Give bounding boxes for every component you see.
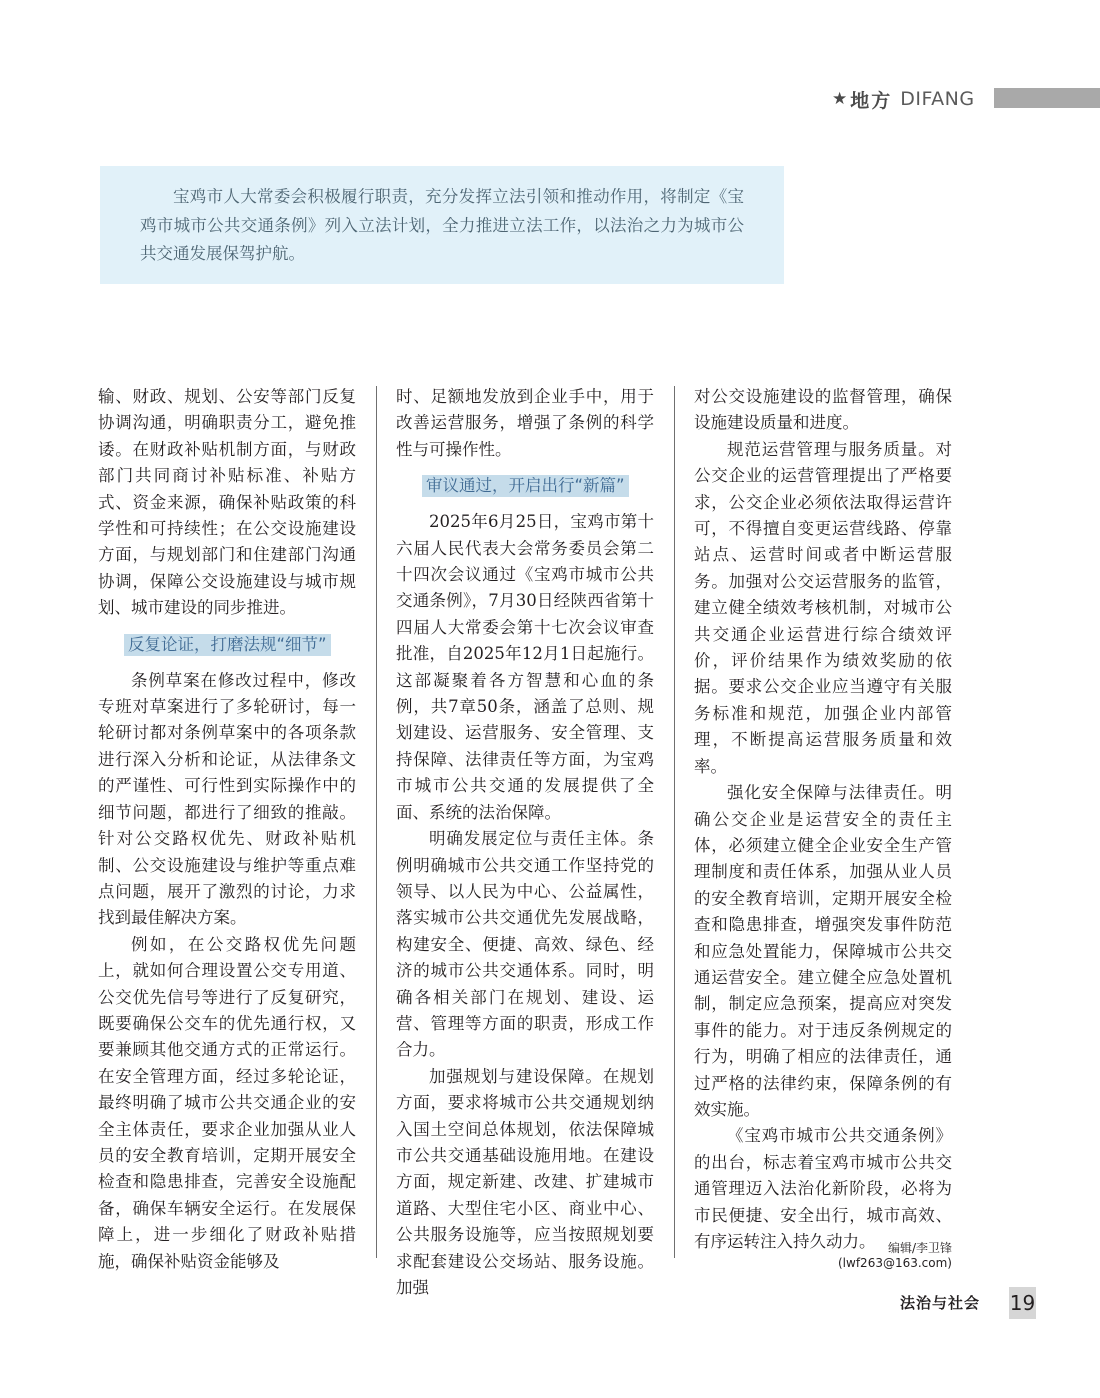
section-tag-bar	[994, 88, 1100, 108]
section-heading-text: 反复论证，打磨法规“细节”	[124, 634, 331, 656]
paragraph: 2025年6月25日，宝鸡市第十六届人民代表大会常务委员会第二十四次会议通过《宝鸡市城市公共交通条例》，7月30日经陕西省第十四届人大常委会第十七次会议审查批准，自2025年12月1日起施行。这部凝聚着各方智慧和心血的条例，共7章50条，涵盖了总则、规划建设、运营服务、安全管理、支持保障、法律责任等方面，为宝鸡市城市公共交通的发展提供了全面、系统的法治保障。	[396, 512, 654, 822]
paragraph: 对公交设施建设的监督管理，确保设施建设质量和进度。	[694, 387, 952, 433]
paragraph: 时、足额地发放到企业手中，用于改善运营服务，增强了条例的科学性与可操作性。	[396, 387, 654, 459]
page-number: 19	[1009, 1287, 1036, 1319]
column-divider	[376, 386, 377, 1258]
lead-text: 宝鸡市人大常委会积极履行职责，充分发挥立法引领和推动作用，将制定《宝鸡市城市公共交通条例》列入立法计划，全力推进立法工作，以法治之力为城市公共交通发展保驾护航。	[140, 187, 744, 263]
paragraph: 强化安全保障与法律责任。明确公交企业是运营安全的责任主体，必须建立健全企业安全生产管理制度和责任体系，加强从业人员的安全教育培训，定期开展安全检查和隐患排查，增强突发事件防范和应急处置能力，保障城市公共交通运营安全。建立健全应急处置机制，制定应急预案，提高应对突发事件的能力。对于违反条例规定的行为，明确了相应的法律责任，通过严格的法律约束，保障条例的有效实施。	[694, 783, 952, 1119]
paragraph: 规范运营管理与服务质量。对公交企业的运营管理提出了严格要求，公交企业必须依法取得运营许可，不得擅自变更运营线路、停靠站点、运营时间或者中断运营服务。加强对公交运营服务的监管，建立健全绩效考核机制，对城市公共交通企业运营进行综合绩效评价，评价结果作为绩效奖励的依据。要求公交企业应当遵守有关服务标准和规范，加强企业内部管理，不断提高运营服务质量和效率。	[694, 439, 952, 776]
star-icon: ★	[832, 89, 848, 109]
editor-credit: 编辑/李卫锋(lwf263@163.com)	[838, 1241, 952, 1270]
section-name-cn: 地方	[850, 89, 893, 112]
paragraph: 加强规划与建设保障。在规划方面，要求将城市公共交通规划纳入国土空间总体规划，依法保障城市公共交通基础设施用地。在建设方面，规定新建、改建、扩建城市道路、大型住宅小区、商业中心、公共服务设施等，应当按照规划要求配套建设公交场站、服务设施。加强	[396, 1066, 654, 1297]
section-heading	[396, 473, 654, 499]
section-heading	[98, 632, 356, 658]
magazine-name: 法治与社会	[900, 1294, 981, 1312]
article-column-3	[694, 384, 952, 1255]
section-heading-text: 审议通过，开启出行“新篇”	[422, 475, 629, 497]
article-column-2	[396, 384, 654, 1301]
section-name-en: DIFANG	[900, 88, 975, 110]
paragraph: 《宝鸡市城市公共交通条例》的出台，标志着宝鸡市城市公共交通管理迈入法治化新阶段，必将为市民便捷、安全出行，城市高效、有序运转注入持久动力。	[694, 1126, 952, 1251]
paragraph: 明确发展定位与责任主体。条例明确城市公共交通工作坚持党的领导、以人民为中心、公益属性，落实城市公共交通优先发展战略，构建安全、便捷、高效、绿色、经济的城市公共交通体系。同时，明确各相关部门在规划、建设、运营、管理等方面的职责，形成工作合力。	[396, 829, 654, 1060]
article-column-1	[98, 384, 356, 1275]
paragraph: 例如，在公交路权优先问题上，就如何合理设置公交专用道、公交优先信号等进行了反复研究，既要确保公交车的优先通行权，又要兼顾其他交通方式的正常运行。在安全管理方面，经过多轮论证，最终明确了城市公共交通企业的安全主体责任，要求企业加强从业人员的安全教育培训，定期开展安全检查和隐患排查，完善安全设施配备，确保车辆安全运行。在发展保障上，进一步细化了财政补贴措施，确保补贴资金能够及	[98, 934, 356, 1271]
section-tag	[832, 88, 975, 110]
paragraph: 条例草案在修改过程中，修改专班对草案进行了多轮研讨，每一轮研讨都对条例草案中的各项条款进行深入分析和论证，从法律条文的严谨性、可行性到实际操作中的细节问题，都进行了细致的推敲。针对公交路权优先、财政补贴机制、公交设施建设与维护等重点难点问题，展开了激烈的讨论，力求找到最佳解决方案。	[98, 670, 356, 928]
paragraph: 输、财政、规划、公安等部门反复协调沟通，明确职责分工，避免推诿。在财政补贴机制方面，与财政部门共同商讨补贴标准、补贴方式、资金来源，确保补贴政策的科学性和可持续性；在公交设施建设方面，与规划部门和住建部门沟通协调，保障公交设施建设与城市规划、城市建设的同步推进。	[98, 387, 356, 618]
column-divider	[674, 386, 675, 1258]
